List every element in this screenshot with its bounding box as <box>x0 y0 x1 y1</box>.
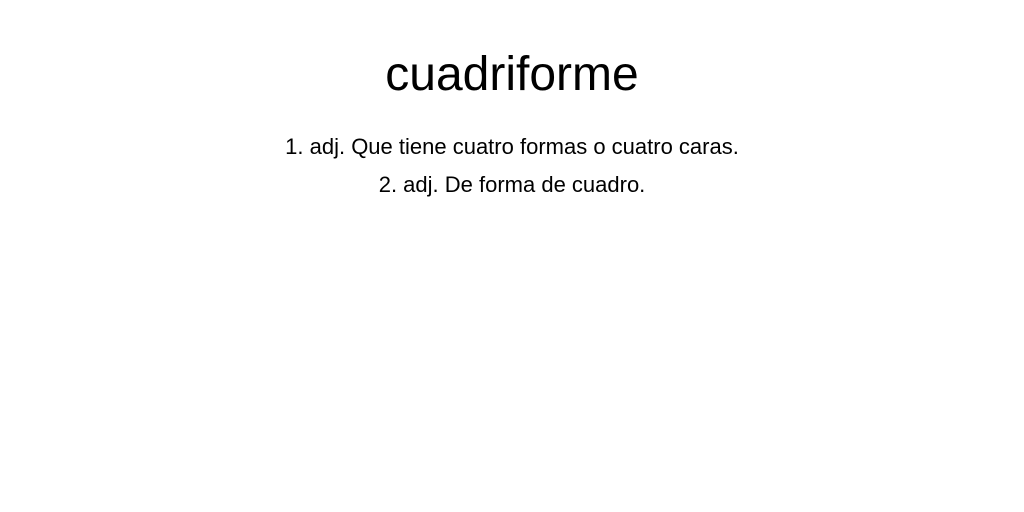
headword: cuadriforme <box>385 48 639 101</box>
definitions-list <box>0 128 1024 204</box>
definition-2: 2. adj. De forma de cuadro. <box>378 172 646 197</box>
definition-1: 1. adj. Que tiene cuatro formas o cuatro caras. <box>285 134 739 159</box>
